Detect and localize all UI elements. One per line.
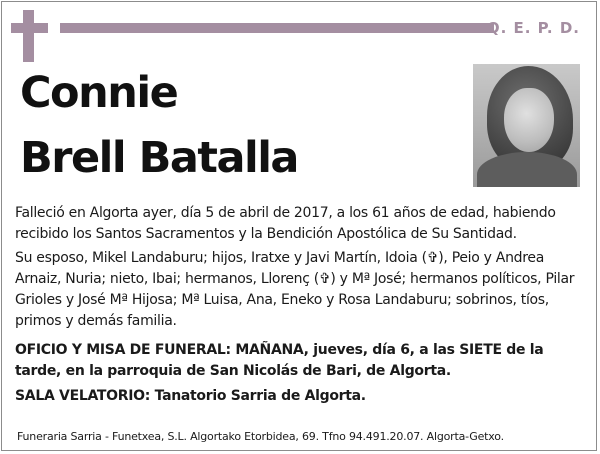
qepd-label: Q. E. P. D. [486,19,580,37]
portrait-face [504,88,554,152]
family-list: Su esposo, Mikel Landaburu; hijos, Iratxe y Javi Martín, Idoia (✞), Peio y Andrea Arnaiz, Nuria; nieto, Ibai; hermanos, Llorenç (✞) y Mª José; hermanos políticos, Pilar Grioles y José Mª Hijosa; Mª Luisa, Ana, Eneko y Rosa Landaburu; sobrinos, tíos, primos y demás familia. [15,250,575,329]
deceased-last-name: Brell Batalla [20,133,298,183]
wake-info: SALA VELATORIO: Tanatorio Sarria de Algorta. [15,388,366,404]
funeral-info: OFICIO Y MISA DE FUNERAL: MAÑANA, jueves, día 6, a las SIETE de la tarde, en la parroquia de San Nicolás de Bari, de Algorta. [15,342,544,379]
header-bar [60,23,494,33]
deceased-first-name: Connie [20,68,178,118]
portrait-photo [473,64,580,187]
funeral-home-footer: Funeraria Sarria - Funetxea, S.L. Algortako Etorbidea, 69. Tfno 94.491.20.07. Algorta-Getxo. [17,430,504,443]
death-announcement: Falleció en Algorta ayer, día 5 de abril de 2017, a los 61 años de edad, habiendo recibido los Santos Sacramentos y la Bendición Apostólica de Su Santidad. [15,205,556,242]
